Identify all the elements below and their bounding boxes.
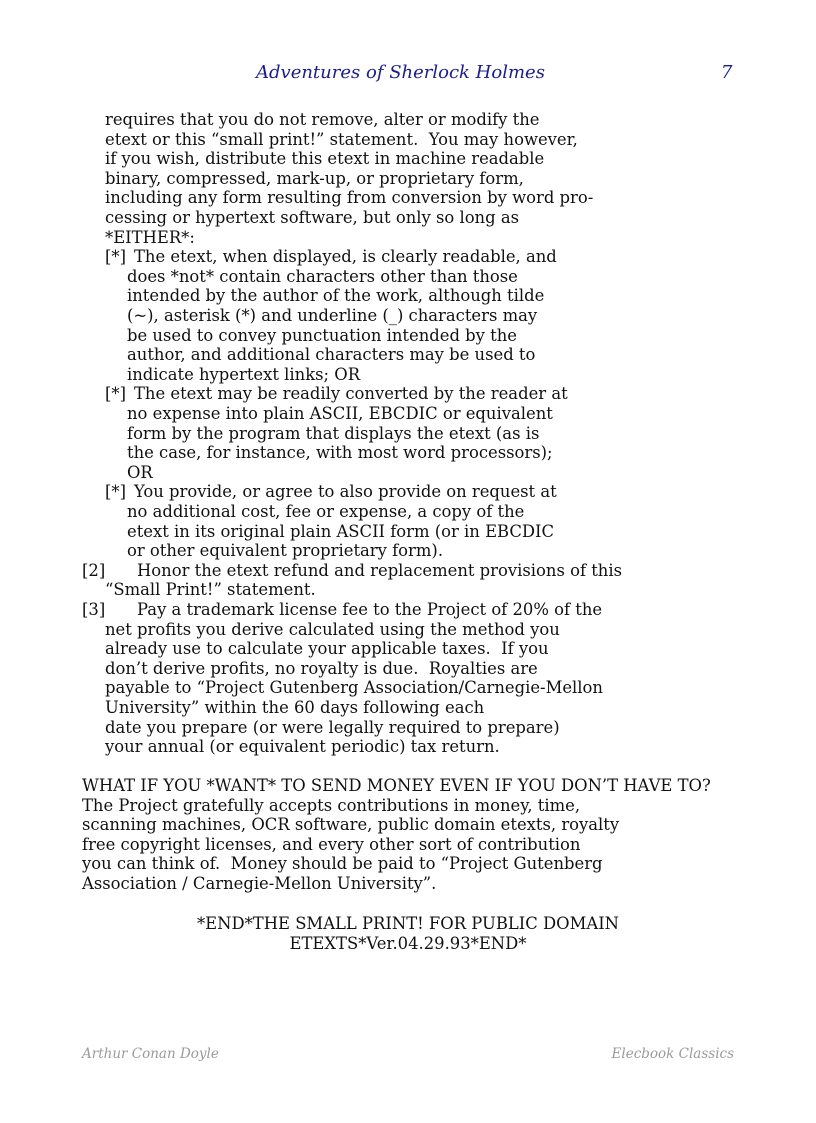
- text-line: does *not* contain characters other than those: [127, 266, 518, 286]
- text-line: The etext may be readily converted by the reader at: [134, 384, 568, 404]
- list-marker: [*]: [105, 482, 126, 502]
- end-line: *END*THE SMALL PRINT! FOR PUBLIC DOMAIN: [196, 914, 620, 933]
- text-line: be used to convey punctuation intended by the: [127, 325, 517, 345]
- text-line: no expense into plain ASCII, EBCDIC or equivalent: [127, 404, 553, 423]
- text-line: (~), asterisk (*) and underline (_) characters may: [127, 306, 538, 325]
- text-line: You provide, or agree to also provide on request at: [134, 482, 557, 502]
- text-line: intended by the author of the work, although tilde: [127, 286, 545, 306]
- text-line: you can think of. Money should be paid to “Project Gutenberg: [82, 854, 603, 874]
- list-marker: [*]: [105, 247, 126, 267]
- text-line: The etext, when displayed, is clearly readable, and: [134, 247, 557, 267]
- text-line: if you wish, distribute this etext in machine readable: [105, 149, 545, 169]
- text-line: your annual (or equivalent periodic) tax return.: [105, 737, 500, 757]
- text-line: binary, compressed, mark-up, or proprietary form,: [105, 168, 524, 188]
- text-line: free copyright licenses, and every other sort of contribution: [82, 834, 581, 854]
- text-line: no additional cost, fee or expense, a copy of the: [127, 502, 525, 521]
- text-line: *EITHER*:: [105, 227, 195, 247]
- text-line: Association / Carnegie-Mellon University”.: [82, 874, 437, 893]
- text-line: don’t derive profits, no royalty is due. Royalties are: [105, 658, 538, 678]
- page-number: 7: [721, 62, 733, 83]
- text-line: Honor the etext refund and replacement provisions of this: [137, 560, 623, 580]
- list-marker: [3]: [82, 600, 106, 619]
- footer-author: Arthur Conan Doyle: [82, 1046, 219, 1062]
- text-line: scanning machines, OCR software, public domain etexts, royalty: [82, 815, 620, 835]
- text-line: already use to calculate your applicable taxes. If you: [105, 639, 549, 659]
- text-line: including any form resulting from conversion by word pro-: [105, 188, 594, 208]
- text-line: cessing or hypertext software, but only so long as: [105, 208, 519, 227]
- text-line: date you prepare (or were legally required to prepare): [105, 717, 560, 737]
- text-line: requires that you do not remove, alter or modify the: [105, 110, 540, 129]
- text-line: payable to “Project Gutenberg Association/Carnegie-Mellon: [105, 678, 603, 698]
- text-line: University” within the 60 days following each: [105, 698, 485, 717]
- text-line: or other equivalent proprietary form).: [127, 541, 444, 561]
- text-line: OR: [127, 462, 153, 482]
- list-marker: [2]: [82, 560, 106, 580]
- section-heading: WHAT IF YOU *WANT* TO SEND MONEY EVEN IF YOU DON’T HAVE TO?: [82, 776, 711, 795]
- text-line: etext in its original plain ASCII form (or in EBCDIC: [127, 521, 555, 541]
- end-line: ETEXTS*Ver.04.29.93*END*: [289, 934, 527, 953]
- text-line: Pay a trademark license fee to the Project of 20% of the: [137, 600, 603, 619]
- text-line: indicate hypertext links; OR: [127, 364, 361, 384]
- list-marker: [*]: [105, 384, 126, 404]
- text-line: author, and additional characters may be used to: [127, 345, 536, 365]
- text-line: The Project gratefully accepts contributions in money, time,: [82, 795, 581, 815]
- text-line: net profits you derive calculated using the method you: [105, 619, 560, 639]
- text-line: etext or this “small print!” statement. You may however,: [105, 129, 578, 149]
- text-line: “Small Print!” statement.: [105, 580, 316, 600]
- text-line: form by the program that displays the etext (as is: [127, 423, 540, 443]
- footer-publisher: Elecbook Classics: [611, 1046, 734, 1062]
- text-line: the case, for instance, with most word processors);: [127, 443, 553, 463]
- running-header-title: Adventures of Sherlock Holmes: [256, 62, 545, 83]
